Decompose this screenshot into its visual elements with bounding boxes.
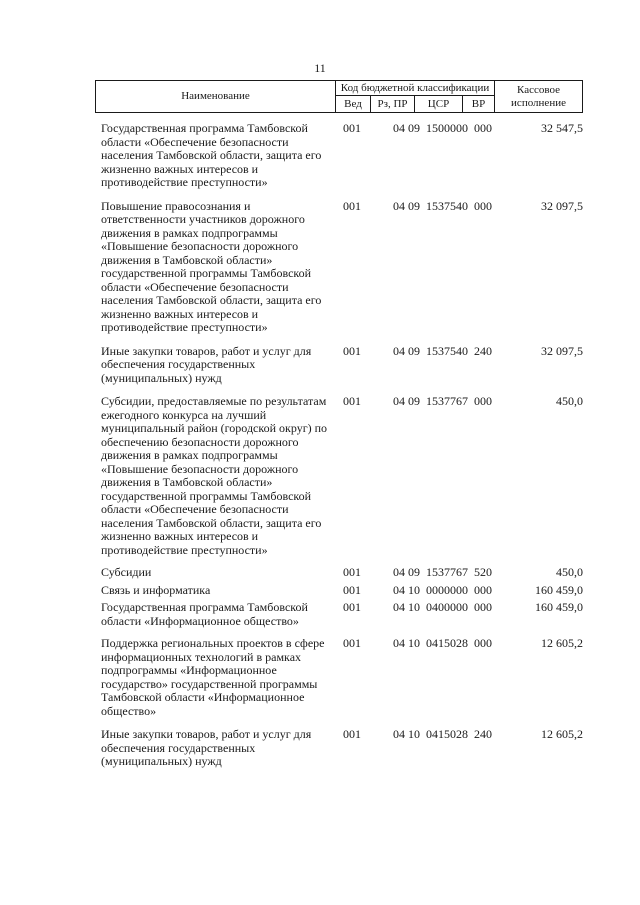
- row-rz-pr: 04 10: [393, 600, 420, 614]
- row-ved: 001: [343, 565, 361, 579]
- row-ved: 001: [343, 198, 361, 213]
- row-ved: 001: [343, 394, 361, 408]
- row-vr: 000: [474, 582, 492, 597]
- row-vr: 000: [474, 636, 492, 650]
- row-name: Иные закупки товаров, работ и услуг для обеспечения государственных (муниципальных) нужд: [101, 343, 312, 385]
- row-vr: 240: [474, 727, 492, 741]
- header-ved: Вед: [336, 96, 371, 113]
- row-vr: 000: [474, 198, 492, 213]
- table-row: [101, 566, 583, 580]
- row-name: Государственная программа Тамбовской области «Обеспечение безопасности населения Тамбовской области, защита его жизненно важных интересов и противодействие преступности»: [101, 121, 322, 189]
- row-csr: 0415028: [426, 636, 468, 650]
- row-name: Повышение правосознания и ответственности участников дорожного движения в рамках подпрограммы «Повышение безопасности дорожного движения в Тамбовской области» государственной программы Тамбовской области «Обеспечение безопасности населения Тамбовской области, защита его жизненно важных интересов и противодействие преступности»: [101, 198, 322, 334]
- row-csr: 0400000: [426, 600, 468, 614]
- row-amount: 12 605,2: [541, 727, 583, 741]
- row-name: Субсидии, предоставляемые по результатам ежегодного конкурса на лучший муниципальный район (городской округ) по обеспечению безопасности дорожного движения в рамках подпрограммы «Повышение безопасности дорожного движения в Тамбовской области» государственной программы Тамбовской области «Обеспечение безопасности населения Тамбовской области, защита его жизненно важных интересов и противодействие преступности»: [101, 394, 328, 557]
- row-rz-pr: 04 09: [393, 121, 420, 135]
- row-name: Поддержка региональных проектов в сфере информационных технологий в рамках подпрограммы «Информационное государство» государственной программы Тамбовской области «Информационное общество»: [101, 636, 325, 718]
- row-csr: 1537767: [426, 394, 468, 408]
- row-csr: 0000000: [426, 582, 468, 597]
- row-ved: 001: [343, 343, 361, 358]
- row-ved: 001: [343, 582, 361, 597]
- table-row: [101, 584, 583, 598]
- header-vr: ВР: [463, 96, 495, 113]
- table-body: [101, 122, 583, 769]
- row-ved: 001: [343, 727, 361, 741]
- header-cash-line1: Кассовое: [517, 83, 560, 96]
- row-name: Субсидии: [101, 565, 152, 579]
- row-amount: 160 459,0: [535, 600, 583, 614]
- table-row: [101, 345, 583, 386]
- row-vr: 000: [474, 600, 492, 614]
- row-ved: 001: [343, 121, 361, 135]
- row-vr: 000: [474, 394, 492, 408]
- table-row: [101, 122, 583, 190]
- row-amount: 12 605,2: [541, 636, 583, 650]
- row-amount: 32 547,5: [541, 121, 583, 135]
- row-amount: 450,0: [556, 565, 583, 579]
- row-amount: 32 097,5: [541, 343, 583, 358]
- row-vr: 000: [474, 121, 492, 135]
- row-rz-pr: 04 09: [393, 565, 420, 579]
- row-rz-pr: 04 10: [393, 636, 420, 650]
- table-row: [101, 728, 583, 769]
- row-csr: 1500000: [426, 121, 468, 135]
- row-rz-pr: 04 10: [393, 582, 420, 597]
- header-name: Наименование: [96, 81, 336, 113]
- row-ved: 001: [343, 636, 361, 650]
- row-amount: 160 459,0: [535, 582, 583, 597]
- row-ved: 001: [343, 600, 361, 614]
- row-rz-pr: 04 10: [393, 727, 420, 741]
- header-cash-line2: исполнение: [511, 96, 566, 109]
- header-cash-execution: [495, 81, 583, 113]
- row-rz-pr: 04 09: [393, 394, 420, 408]
- row-vr: 240: [474, 343, 492, 358]
- row-csr: 1537540: [426, 198, 468, 213]
- table-row: [101, 601, 583, 628]
- row-csr: 1537540: [426, 343, 468, 358]
- row-name: Иные закупки товаров, работ и услуг для обеспечения государственных (муниципальных) нужд: [101, 727, 312, 768]
- row-rz-pr: 04 09: [393, 198, 420, 213]
- header-code-group: Код бюджетной классификации: [336, 81, 495, 96]
- row-csr: 0415028: [426, 727, 468, 741]
- row-amount: 450,0: [556, 394, 583, 408]
- row-name: Государственная программа Тамбовской области «Информационное общество»: [101, 600, 308, 628]
- header-rz-pr: Рз, ПР: [371, 96, 415, 113]
- table-row: [101, 637, 583, 718]
- row-amount: 32 097,5: [541, 198, 583, 213]
- row-name: Связь и информатика: [101, 582, 211, 597]
- row-vr: 520: [474, 565, 492, 579]
- row-rz-pr: 04 09: [393, 343, 420, 358]
- header-csr: ЦСР: [415, 96, 463, 113]
- table-header: [95, 80, 583, 113]
- table-row: [101, 200, 583, 335]
- row-csr: 1537767: [426, 565, 468, 579]
- table-row: [101, 395, 583, 557]
- page-number: 11: [314, 61, 326, 75]
